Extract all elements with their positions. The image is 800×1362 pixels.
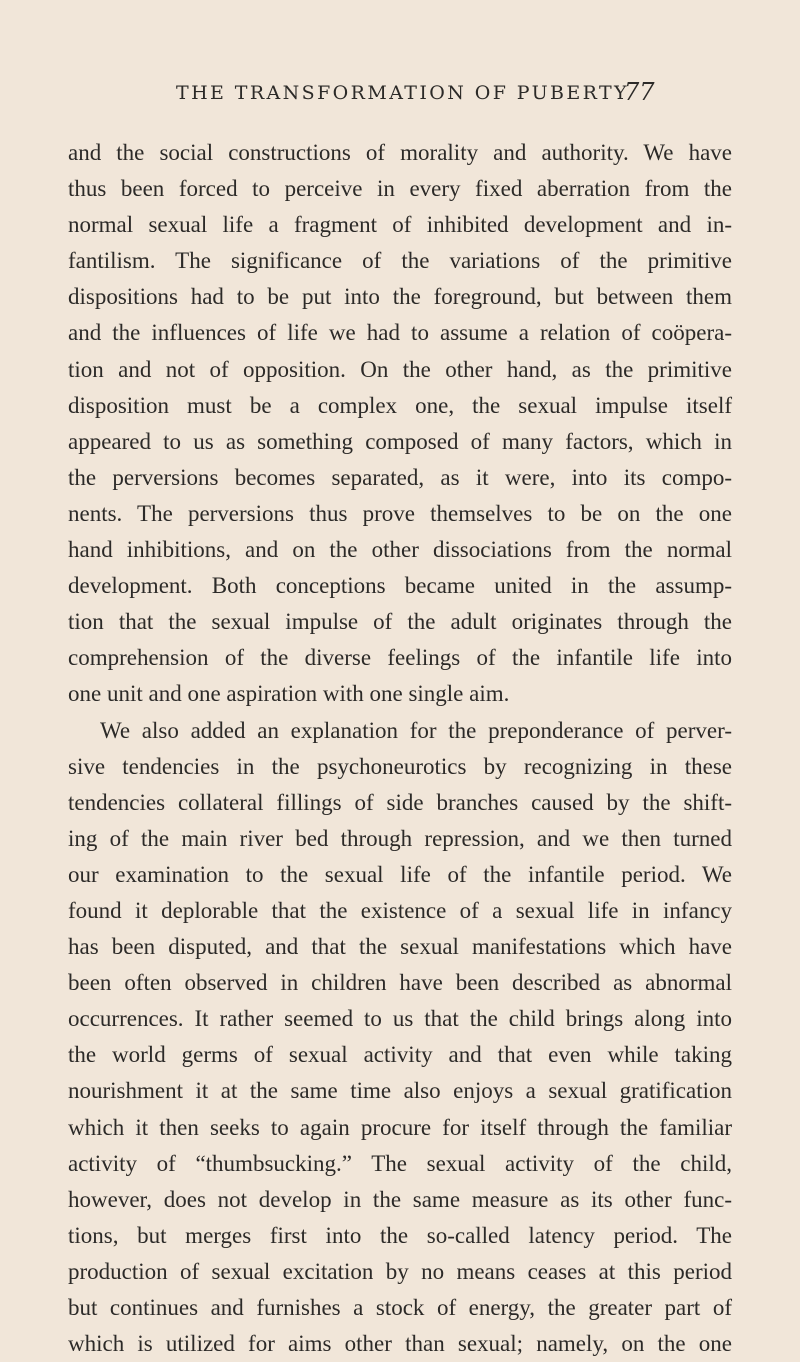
text-line: thus been forced to perceive in every fixed aberration from the: [68, 176, 732, 202]
text-line: We also added an explanation for the preponderance of perver-: [100, 717, 732, 743]
text-line: dispositions had to be put into the foreground, but between them: [68, 284, 732, 310]
text-line: production of sexual excitation by no means ceases at this period: [68, 1258, 732, 1284]
text-line: tion and not of opposition. On the other hand, as the primitive: [68, 356, 732, 382]
text-line: which is utilized for aims other than sexual; namely, on the one: [68, 1331, 732, 1357]
text-line: and the social constructions of morality and authority. We have: [68, 140, 732, 165]
text-line: tion that the sexual impulse of the adult originates through the: [68, 609, 732, 635]
text-line: one unit and one aspiration with one single aim.: [68, 681, 510, 707]
text-line: which it then seeks to again procure for itself through the familiar: [68, 1114, 732, 1140]
text-line: fantilism. The significance of the variations of the primitive: [68, 248, 732, 274]
text-line: our examination to the sexual life of the infantile period. We: [68, 861, 732, 887]
text-line: tendencies collateral fillings of side branches caused by the shift-: [68, 789, 732, 815]
text-line: and the influences of life we had to assume a relation of coöpera-: [68, 320, 732, 346]
text-line: occurrences. It rather seemed to us that the child brings along into: [68, 1006, 732, 1032]
running-title: THE TRANSFORMATION OF PUBERTY: [176, 82, 629, 104]
text-line: the world germs of sexual activity and that even while taking: [68, 1042, 732, 1068]
body-text: [68, 135, 732, 1362]
text-line: sive tendencies in the psychoneurotics by recognizing in these: [68, 753, 732, 779]
text-line: activity of “thumbsucking.” The sexual activity of the child,: [68, 1150, 732, 1176]
text-line: nents. The perversions thus prove themselves to be on the one: [68, 500, 732, 526]
text-line: comprehension of the diverse feelings of the infantile life into: [68, 645, 732, 671]
text-line: has been disputed, and that the sexual manifestations which have: [68, 934, 732, 960]
text-line: tions, but merges first into the so-called latency period. The: [68, 1222, 732, 1248]
text-line: normal sexual life a fragment of inhibited development and in-: [68, 212, 732, 238]
text-line: but continues and furnishes a stock of energy, the greater part of: [68, 1295, 732, 1320]
text-line: found it deplorable that the existence of a sexual life in infancy: [68, 897, 732, 923]
text-line: ing of the main river bed through repression, and we then turned: [68, 825, 732, 851]
text-line: disposition must be a complex one, the sexual impulse itself: [68, 392, 732, 418]
text-line: been often observed in children have been described as abnormal: [68, 970, 732, 996]
text-line: nourishment it at the same time also enjoys a sexual gratification: [68, 1078, 732, 1104]
page-number: 77: [624, 78, 655, 106]
text-line: appeared to us as something composed of many factors, which in: [68, 428, 732, 454]
text-line: the perversions becomes separated, as it were, into its compo-: [68, 464, 732, 490]
text-line: hand inhibitions, and on the other dissociations from the normal: [68, 537, 732, 563]
text-line: development. Both conceptions became united in the assump-: [68, 573, 732, 599]
text-line: however, does not develop in the same measure as its other func-: [68, 1186, 732, 1212]
